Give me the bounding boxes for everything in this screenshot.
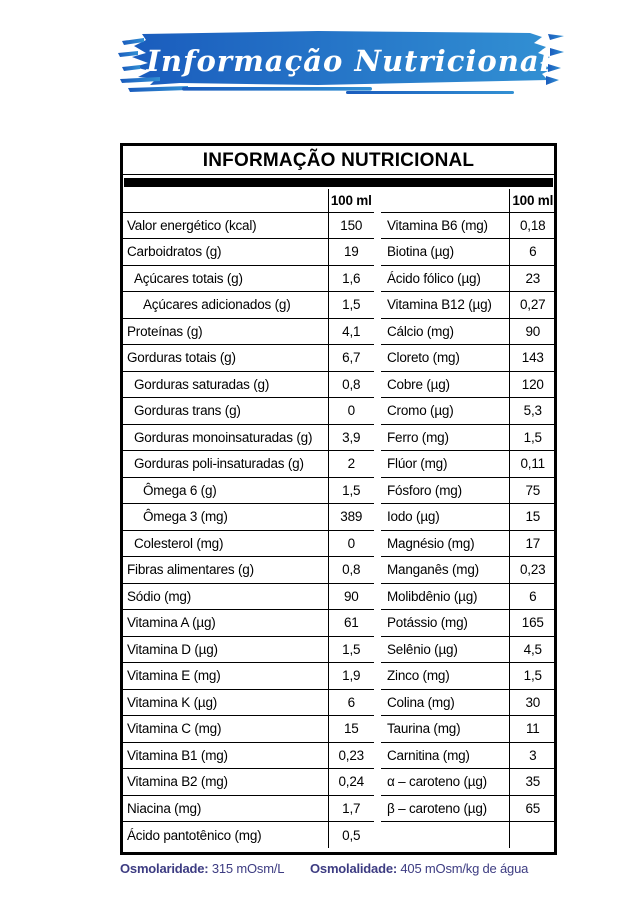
nutrient-label: α – caroteno (µg) xyxy=(381,769,509,796)
table-row xyxy=(123,265,374,292)
table-row xyxy=(381,292,556,319)
nutrient-label: Fósforo (mg) xyxy=(381,477,509,504)
header-row xyxy=(381,189,556,213)
table-row xyxy=(123,716,374,743)
nutrient-label: Carnitina (mg) xyxy=(381,742,509,769)
nutrient-value: 1,5 xyxy=(509,424,556,451)
osmolality-value: 405 mOsm/kg de água xyxy=(400,861,529,876)
table-row xyxy=(123,239,374,266)
osmolarity-note xyxy=(120,861,284,876)
nutrient-value: 15 xyxy=(328,716,374,743)
nutrient-value: 0,8 xyxy=(328,557,374,584)
table-row xyxy=(381,318,556,345)
left-subtable xyxy=(123,189,374,849)
table-row xyxy=(381,451,556,478)
column-header-right: 100 ml xyxy=(509,189,556,213)
nutrient-label: Vitamina E (mg) xyxy=(123,663,328,690)
nutrient-value: 0 xyxy=(328,530,374,557)
nutrient-value: 0,11 xyxy=(509,451,556,478)
nutrient-label: Fibras alimentares (g) xyxy=(123,557,328,584)
nutrient-label: Vitamina B6 (mg) xyxy=(381,212,509,239)
table-row xyxy=(123,769,374,796)
table-row xyxy=(123,371,374,398)
nutrient-value: 15 xyxy=(509,504,556,531)
nutrient-value: 0,18 xyxy=(509,212,556,239)
nutrient-label: β – caroteno (µg) xyxy=(381,795,509,822)
table-row xyxy=(381,371,556,398)
nutrient-label: Vitamina A (µg) xyxy=(123,610,328,637)
table-columns xyxy=(123,189,554,849)
table-row xyxy=(381,769,556,796)
nutrient-label: Gorduras monoinsaturadas (g) xyxy=(123,424,328,451)
table-row xyxy=(123,424,374,451)
table-row xyxy=(381,424,556,451)
table-row xyxy=(123,345,374,372)
nutrient-value: 143 xyxy=(509,345,556,372)
nutrient-label: Ferro (mg) xyxy=(381,424,509,451)
table-row xyxy=(381,610,556,637)
table-row xyxy=(123,557,374,584)
nutrient-value: 1,5 xyxy=(509,663,556,690)
nutrient-value: 1,5 xyxy=(328,292,374,319)
nutrient-label: Vitamina C (mg) xyxy=(123,716,328,743)
nutrient-value: 6,7 xyxy=(328,345,374,372)
nutrient-label: Ácido fólico (µg) xyxy=(381,265,509,292)
nutrient-value: 65 xyxy=(509,795,556,822)
nutrient-label: Ômega 6 (g) xyxy=(123,477,328,504)
osmolarity-value: 315 mOsm/L xyxy=(211,861,285,876)
table-row xyxy=(123,795,374,822)
table-row xyxy=(123,610,374,637)
nutrient-value: 11 xyxy=(509,716,556,743)
nutrient-label: Molibdênio (µg) xyxy=(381,583,509,610)
nutrient-value: 3,9 xyxy=(328,424,374,451)
header-spacer xyxy=(123,189,328,213)
nutrient-label: Ômega 3 (mg) xyxy=(123,504,328,531)
banner xyxy=(118,24,564,106)
nutrient-value: 23 xyxy=(509,265,556,292)
table-row xyxy=(123,530,374,557)
table-row xyxy=(123,477,374,504)
table-row xyxy=(123,742,374,769)
table-row xyxy=(381,663,556,690)
nutrient-label: Magnésio (mg) xyxy=(381,530,509,557)
table-row xyxy=(123,504,374,531)
nutrient-label: Niacina (mg) xyxy=(123,795,328,822)
header-row xyxy=(123,189,374,213)
osmolality-note xyxy=(310,861,528,876)
footer xyxy=(0,861,632,881)
table-row xyxy=(381,557,556,584)
nutrient-value: 1,6 xyxy=(328,265,374,292)
column-header-left: 100 ml xyxy=(328,189,374,213)
table-row xyxy=(123,318,374,345)
table-row xyxy=(381,689,556,716)
table-row xyxy=(123,583,374,610)
table-row xyxy=(123,689,374,716)
nutrient-label: Potássio (mg) xyxy=(381,610,509,637)
table-row xyxy=(123,663,374,690)
nutrient-label: Selênio (µg) xyxy=(381,636,509,663)
nutrient-label: Vitamina D (µg) xyxy=(123,636,328,663)
nutrient-value: 165 xyxy=(509,610,556,637)
right-subtable xyxy=(381,189,556,849)
table-row xyxy=(381,398,556,425)
nutrient-value: 19 xyxy=(328,239,374,266)
nutrient-value: 75 xyxy=(509,477,556,504)
nutrient-label: Gorduras trans (g) xyxy=(123,398,328,425)
table-row xyxy=(381,742,556,769)
nutrient-label: Cloreto (mg) xyxy=(381,345,509,372)
table-row xyxy=(381,265,556,292)
nutrient-label: Cobre (µg) xyxy=(381,371,509,398)
nutrient-value: 0,23 xyxy=(328,742,374,769)
table-row xyxy=(123,822,374,849)
table-row xyxy=(381,795,556,822)
nutrient-value xyxy=(509,822,556,849)
nutrient-value: 17 xyxy=(509,530,556,557)
nutrient-value: 0,27 xyxy=(509,292,556,319)
nutrient-label: Vitamina B2 (mg) xyxy=(123,769,328,796)
nutrient-value: 6 xyxy=(328,689,374,716)
banner-title: Informação Nutricional xyxy=(146,44,552,78)
nutrient-value: 389 xyxy=(328,504,374,531)
table-row xyxy=(123,636,374,663)
nutrient-value: 5,3 xyxy=(509,398,556,425)
table-title: INFORMAÇÃO NUTRICIONAL xyxy=(123,146,554,175)
nutrient-value: 30 xyxy=(509,689,556,716)
nutrient-label: Colesterol (mg) xyxy=(123,530,328,557)
nutrient-value: 120 xyxy=(509,371,556,398)
nutrient-value: 90 xyxy=(509,318,556,345)
table-row xyxy=(381,345,556,372)
nutrient-value: 1,5 xyxy=(328,477,374,504)
table-row xyxy=(123,398,374,425)
nutrient-label: Açúcares adicionados (g) xyxy=(123,292,328,319)
table-row xyxy=(381,822,556,849)
nutrient-value: 4,5 xyxy=(509,636,556,663)
nutrient-label: Cromo (µg) xyxy=(381,398,509,425)
nutrient-value: 3 xyxy=(509,742,556,769)
nutrition-table xyxy=(120,143,557,855)
table-row xyxy=(381,636,556,663)
nutrient-value: 2 xyxy=(328,451,374,478)
nutrient-label: Gorduras saturadas (g) xyxy=(123,371,328,398)
nutrient-value: 150 xyxy=(328,212,374,239)
nutrient-label: Biotina (µg) xyxy=(381,239,509,266)
nutrient-value: 90 xyxy=(328,583,374,610)
nutrient-label: Colina (mg) xyxy=(381,689,509,716)
nutrient-label: Proteínas (g) xyxy=(123,318,328,345)
nutrient-label: Iodo (µg) xyxy=(381,504,509,531)
nutrient-label: Gorduras totais (g) xyxy=(123,345,328,372)
table-row xyxy=(381,530,556,557)
nutrient-label: Ácido pantotênico (mg) xyxy=(123,822,328,849)
nutrient-label: Manganês (mg) xyxy=(381,557,509,584)
nutrient-label: Gorduras poli-insaturadas (g) xyxy=(123,451,328,478)
nutrient-label: Sódio (mg) xyxy=(123,583,328,610)
nutrient-value: 0,5 xyxy=(342,827,361,843)
nutrient-value: 1,9 xyxy=(328,663,374,690)
nutrient-value: 1,7 xyxy=(328,795,374,822)
table-row xyxy=(381,212,556,239)
table-row xyxy=(381,504,556,531)
nutrient-label xyxy=(381,822,509,849)
table-row xyxy=(123,292,374,319)
header-spacer xyxy=(381,189,509,213)
nutrient-value: 61 xyxy=(328,610,374,637)
nutrient-label: Cálcio (mg) xyxy=(381,318,509,345)
nutrient-label: Açúcares totais (g) xyxy=(123,265,328,292)
nutrient-value: 0,24 xyxy=(328,769,374,796)
table-row xyxy=(381,716,556,743)
nutrient-label: Vitamina K (µg) xyxy=(123,689,328,716)
nutrient-value: 0,23 xyxy=(509,557,556,584)
osmolarity-label: Osmolaridade: xyxy=(120,861,209,876)
nutrient-value: 35 xyxy=(509,769,556,796)
divider-bar xyxy=(124,178,553,187)
table-row xyxy=(123,451,374,478)
nutrient-value: 4,1 xyxy=(328,318,374,345)
nutrient-value: 6 xyxy=(509,583,556,610)
nutrient-label: Vitamina B1 (mg) xyxy=(123,742,328,769)
nutrient-label: Vitamina B12 (µg) xyxy=(381,292,509,319)
nutrient-label: Carboidratos (g) xyxy=(123,239,328,266)
nutrient-label: Zinco (mg) xyxy=(381,663,509,690)
table-row xyxy=(381,583,556,610)
nutrient-label: Valor energético (kcal) xyxy=(123,212,328,239)
table-row xyxy=(123,212,374,239)
osmolality-label: Osmolalidade: xyxy=(310,861,397,876)
nutrient-value: 6 xyxy=(509,239,556,266)
nutrient-label: Flúor (mg) xyxy=(381,451,509,478)
nutrient-value: 0 xyxy=(328,398,374,425)
nutrient-value: 0,8 xyxy=(328,371,374,398)
table-row xyxy=(381,239,556,266)
nutrient-label: Taurina (mg) xyxy=(381,716,509,743)
nutrient-value: 1,5 xyxy=(328,636,374,663)
table-row xyxy=(381,477,556,504)
